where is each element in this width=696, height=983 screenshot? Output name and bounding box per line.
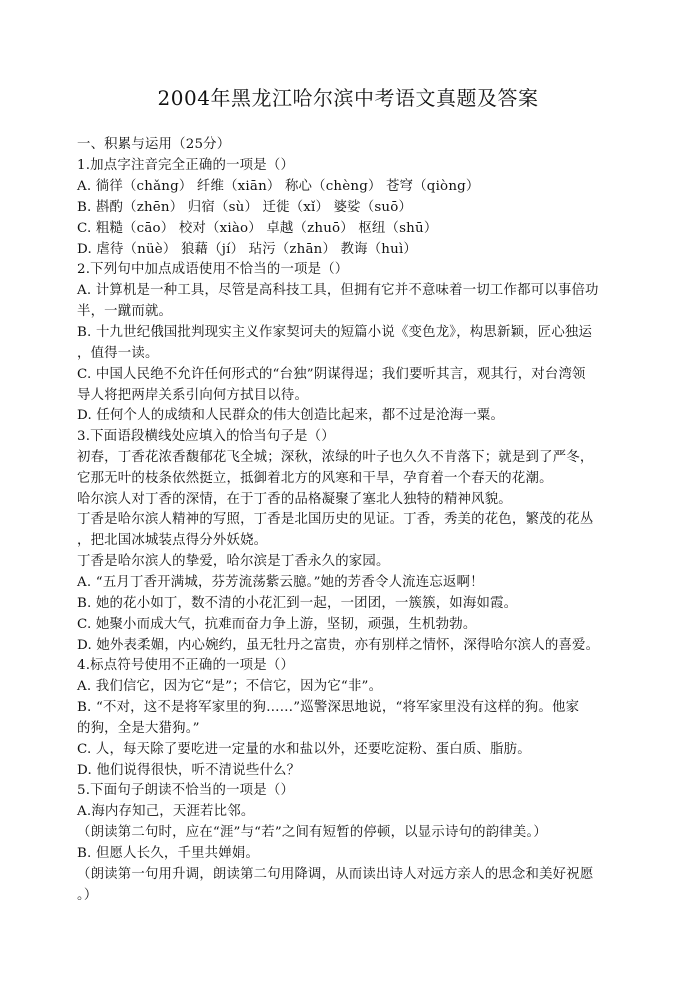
q4-option-d: D. 他们说得很快，听不清说些什么？ [77,763,301,778]
question-1: 1.加点字注音完全正确的一项是（） [77,158,295,173]
q2-option-c: C. 中国人民绝不允许任何形式的“台独”阴谋得逞；我们要听其言，观其行，对台湾领 [77,367,586,382]
q2-option-a: A. 计算机是一种工具，尽管是高科技工具，但拥有它并不意味着一切工作都可以事倍功 [77,283,599,298]
q2-option-c-cont: 导人将把两岸关系引向何方拭目以待。 [77,388,309,403]
q4-option-b: B. “不对，这不是将军家里的狗……”巡警深思地说，“将军家里没有这样的狗。他家 [77,700,580,715]
q5-option-b-note-cont: 。） [77,888,98,903]
q3-option-d: D. 她外表柔媚，内心婉约，虽无牡丹之富贵，亦有别样之情怀，深得哈尔滨人的喜爱。 [77,638,600,653]
section-heading: 一、积累与运用（25分） [77,137,231,152]
question-2: 2.下列句中加点成语使用不恰当的一项是（） [77,262,349,277]
q3-option-c: C. 她聚小而成大气，抗难而奋力争上游，坚韧，顽强，生机勃勃。 [77,617,477,632]
passage-line: ，把北国冰城装点得分外妖娆。 [77,533,268,548]
passage-line: 哈尔滨人对丁香的深情，在于丁香的品格凝聚了塞北人独特的精神风貌。 [77,492,512,507]
passage-line: 丁香是哈尔滨人的挚爱，哈尔滨是丁香永久的家园。 [77,554,390,569]
passage-line: 它那无叶的枝条依然挺立，抵御着北方的风寒和干旱，孕育着一个春天的花潮。 [77,471,553,486]
q1-option-c: C. 粗糙（cāo） 校对（xiào） 卓越（zhuō） 枢纽（shū） [77,221,438,236]
q3-option-a: A. “五月丁香开满城，芬芳流荡紫云臆。”她的芳香令人流连忘返啊！ [77,575,484,590]
q2-option-a-cont: 半，一蹴而就。 [77,304,173,319]
q1-option-d: D. 虐待（nüè） 狼藉（jí） 玷污（zhān） 教诲（huì） [77,242,418,257]
page-title: 2004年黑龙江哈尔滨中考语文真题及答案 [157,86,539,110]
q2-option-d: D. 任何个人的成绩和人民群众的伟大创造比起来，都不过是沧海一粟。 [77,408,505,423]
q4-option-c: C. 人，每天除了要吃进一定量的水和盐以外，还要吃淀粉、蛋白质、脂肪。 [77,742,531,757]
question-3: 3.下面语段横线处应填入的恰当句子是（） [77,429,335,444]
q1-option-a: A. 徜徉（chǎng） 纤维（xiān） 称心（chèng） 苍穹（qiòng） [77,179,480,194]
q3-option-b: B. 她的花小如丁，数不清的小花汇到一起，一团团，一簇簇，如海如霞。 [77,596,518,611]
question-5: 5.下面句子朗读不恰当的一项是（） [77,783,295,798]
q5-option-a: A.海内存知己，天涯若比邻。 [77,804,255,819]
q5-option-b: B. 但愿人长久，千里共婵娟。 [77,846,260,861]
passage-line: 丁香是哈尔滨人精神的写照，丁香是北国历史的见证。丁香，秀美的花色，繁茂的花丛 [77,512,594,527]
q1-option-b: B. 斟酌（zhēn） 归宿（sù） 迁徙（xǐ） 婆娑（suō） [77,200,413,215]
question-4: 4.标点符号使用不正确的一项是（） [77,658,295,673]
passage-line: 初春，丁香花浓香馥郁花飞全城；深秋，浓绿的叶子也久久不肯落下；就是到了严冬， [77,450,594,465]
q2-option-b: B. 十九世纪俄国批判现实主义作家契诃夫的短篇小说《变色龙》，构思新颖，匠心独运 [77,325,593,340]
q5-option-b-note: （朗读第一句用升调，朗读第二句用降调，从而读出诗人对远方亲人的思念和美好祝愿 [77,867,594,882]
q4-option-b-cont: 的狗，全是大猎狗。” [77,721,200,736]
q5-option-a-note: （朗读第二句时，应在“涯”与“若”之间有短暂的停顿，以显示诗句的韵律美。） [77,825,547,840]
q4-option-a: A. 我们信它，因为它“是”；不信它，因为它“非”。 [77,679,383,694]
q2-option-b-cont: ，值得一读。 [77,346,159,361]
